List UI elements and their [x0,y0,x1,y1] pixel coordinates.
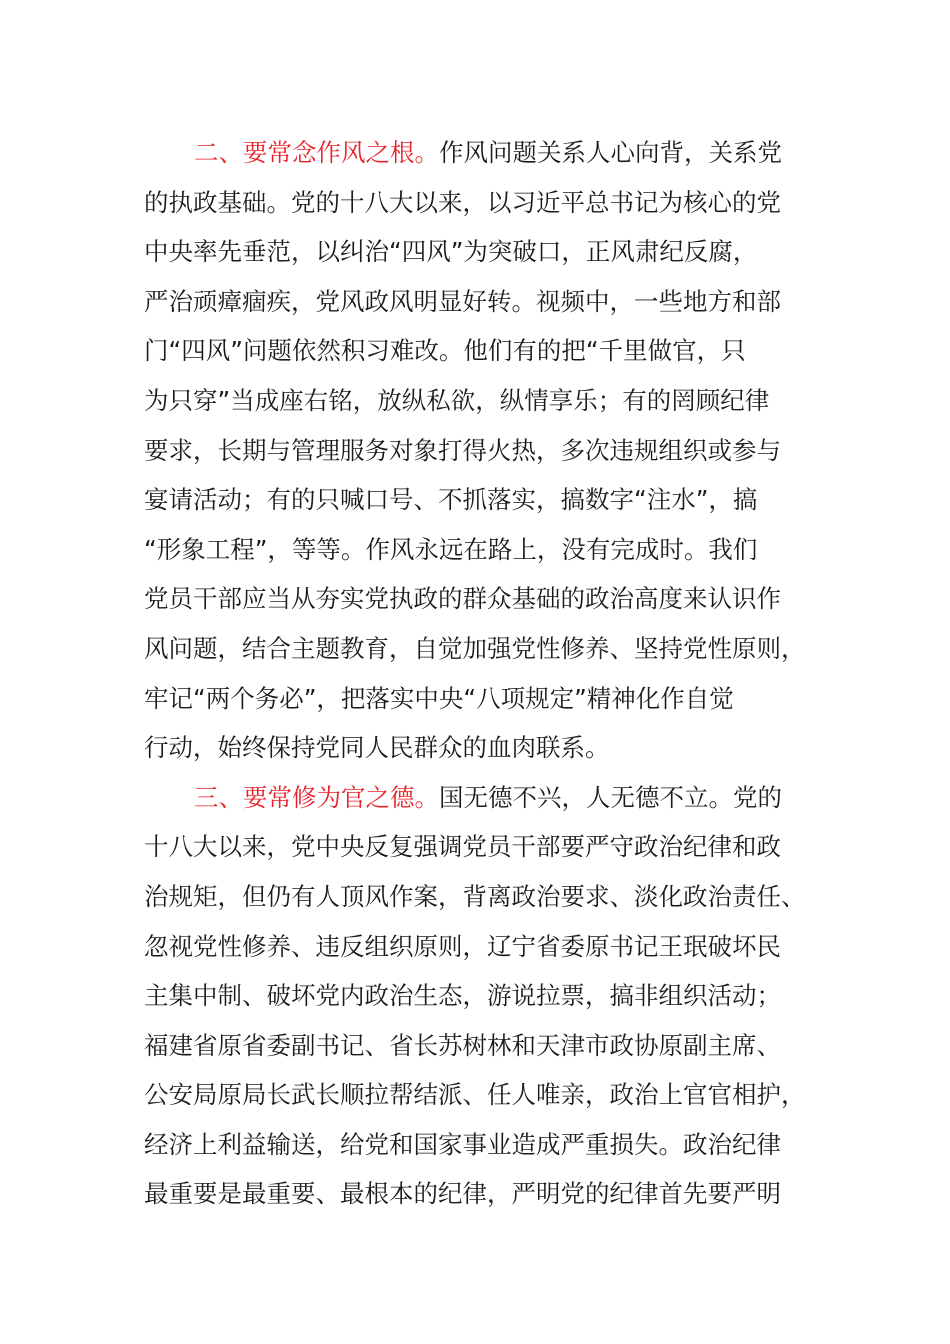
text-line: 门“四风”问题依然积习难改。他们有的把“千里做官，只 [144,336,746,366]
section-heading: 二、要常念作风之根。 [194,138,439,167]
document-body [144,128,814,1219]
text-line: 行动，始终保持党同人民群众的血肉联系。 [144,733,610,763]
paragraph-first-line [144,773,814,823]
text-line: 主集中制、破坏党内政治生态，游说拉票，搞非组织活动； [144,981,781,1011]
text-line: 福建省原省委副书记、省长苏树林和天津市政协原副主席、 [144,1030,781,1060]
body-text: 国无德不兴，人无德不立。党的 [439,782,782,812]
text-line: 宴请活动；有的只喊口号、不抓落实，搞数字“注水”，搞 [144,485,758,515]
text-line: 忽视党性修养、违反组织原则，辽宁省委原书记王珉破坏民 [144,931,781,961]
text-line: 风问题，结合主题教育，自觉加强党性修养、坚持党性原则， [144,633,806,663]
text-line: 十八大以来，党中央反复强调党员干部要严守政治纪律和政 [144,832,781,862]
text-line: 要求，长期与管理服务对象打得火热，多次违规组织或参与 [144,435,781,465]
text-line: 治规矩，但仍有人顶风作案，背离政治要求、淡化政治责任、 [144,881,806,911]
text-line: 严治顽瘴痼疾，党风政风明显好转。视频中，一些地方和部 [144,286,781,316]
paragraph-first-line [144,128,814,178]
paragraph-section-2 [144,128,814,773]
text-line: 最重要是最重要、最根本的纪律，严明党的纪律首先要严明 [144,1179,781,1209]
text-line: 为只穿”当成座右铭，放纵私欲，纵情享乐；有的罔顾纪律 [144,385,770,415]
text-line: 牢记“两个务必”，把落实中央“八项规定”精神化作自觉 [144,683,734,713]
text-line: 公安局原局长武长顺拉帮结派、任人唯亲，政治上官官相护， [144,1080,806,1110]
section-heading: 三、要常修为官之德。 [194,782,439,812]
text-line: 党员干部应当从夯实党执政的群众基础的政治高度来认识作 [144,584,781,614]
text-line: 中央率先垂范，以纠治“四风”为突破口，正风肃纪反腐， [144,237,758,267]
paragraph-section-3 [144,773,814,1219]
text-line: 的执政基础。党的十八大以来，以习近平总书记为核心的党 [144,187,781,217]
body-text: 作风问题关系人心向背，关系党 [439,138,782,167]
text-line: “形象工程”，等等。作风永远在路上，没有完成时。我们 [144,534,758,564]
text-line: 经济上利益输送，给党和国家事业造成严重损失。政治纪律 [144,1129,781,1159]
